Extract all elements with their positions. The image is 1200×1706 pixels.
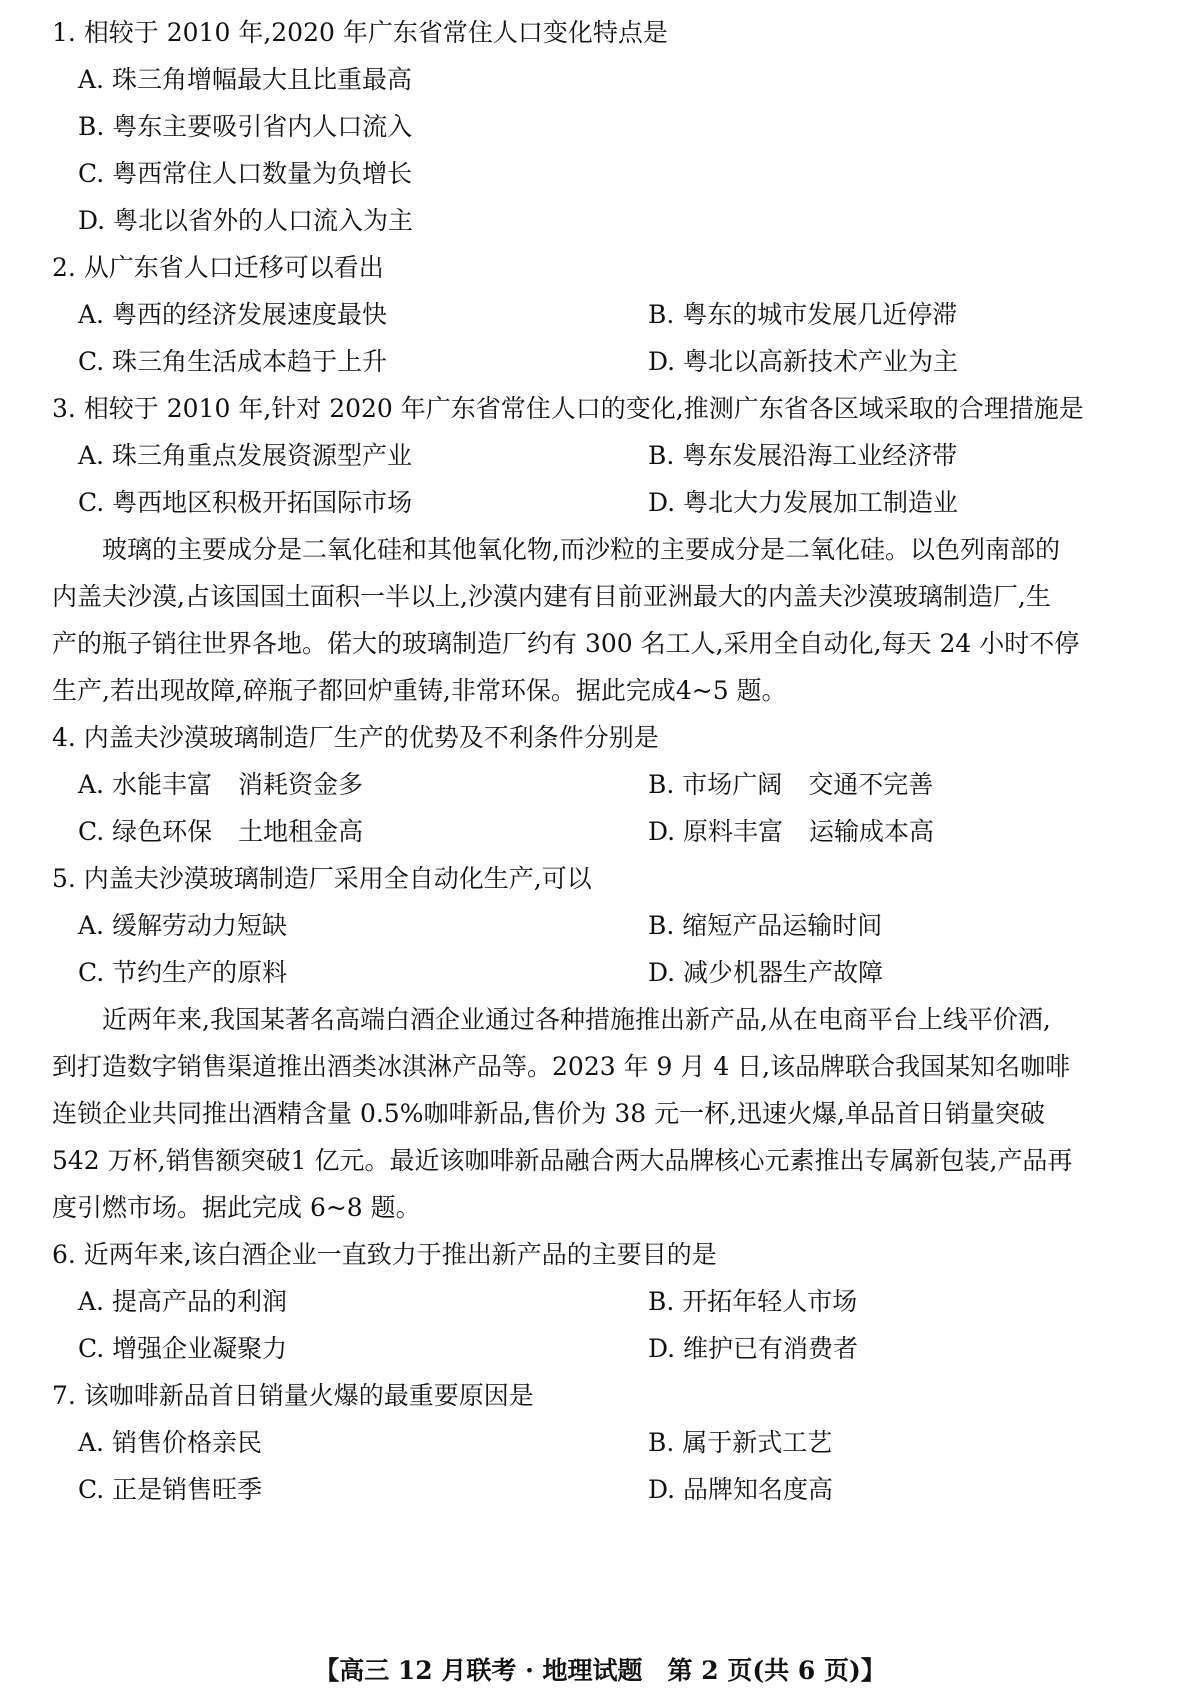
passage-glass-line-2: 内盖夫沙漠,占该国国土面积一半以上,沙漠内建有目前亚洲最大的内盖夫沙漠玻璃制造厂,生 [52,582,1051,611]
question-1-option-d: D. 粤北以省外的人口流入为主 [78,206,414,235]
question-1-option-c: C. 粤西常住人口数量为负增长 [78,159,413,188]
passage-liquor-line-4: 542 万杯,销售额突破1 亿元。最近该咖啡新品融合两大品牌核心元素推出专属新包装,产品再 [52,1146,1073,1175]
passage-liquor-line-5: 度引燃市场。据此完成 6~8 题。 [52,1193,421,1222]
question-5-option-a: A. 缓解劳动力短缺 [78,911,287,940]
question-2-option-c: C. 珠三角生活成本趋于上升 [78,347,388,376]
question-5-option-d: D. 减少机器生产故障 [648,958,884,987]
question-1-stem: 1. 相较于 2010 年,2020 年广东省常住人口变化特点是 [52,18,668,47]
question-3-stem: 3. 相较于 2010 年,针对 2020 年广东省常住人口的变化,推测广东省各区域采取的合理措施是 [52,394,1084,423]
question-4-option-b-disadvantage: 交通不完善 [808,770,934,799]
question-2-stem: 2. 从广东省人口迁移可以看出 [52,253,384,282]
question-6-option-d: D. 维护已有消费者 [648,1334,859,1363]
question-3-option-c: C. 粤西地区积极开拓国际市场 [78,488,413,517]
question-5-stem: 5. 内盖夫沙漠玻璃制造厂采用全自动化生产,可以 [52,864,592,893]
question-6-stem: 6. 近两年来,该白酒企业一直致力于推出新产品的主要目的是 [52,1240,717,1269]
question-7-option-b: B. 属于新式工艺 [648,1428,833,1457]
question-3-option-b: B. 粤东发展沿海工业经济带 [648,441,958,470]
passage-liquor-line-2: 到打造数字销售渠道推出酒类冰淇淋产品等。2023 年 9 月 4 日,该品牌联合我国某知名咖啡 [52,1052,1071,1081]
question-6-option-b: B. 开拓年轻人市场 [648,1287,858,1316]
question-4-option-a-advantage: A. 水能丰富 [78,770,212,799]
question-5-option-b: B. 缩短产品运输时间 [648,911,883,940]
question-4-option-d [648,816,934,848]
question-7-option-a: A. 销售价格亲民 [78,1428,262,1457]
question-4-option-d-disadvantage: 运输成本高 [809,817,935,846]
question-3-option-d: D. 粤北大力发展加工制造业 [648,488,959,517]
passage-glass-line-1: 玻璃的主要成分是二氧化硅和其他氧化物,而沙粒的主要成分是二氧化硅。以色列南部的 [102,535,1060,564]
question-4-option-a [78,769,363,801]
question-2-option-b: B. 粤东的城市发展几近停滞 [648,300,958,329]
passage-liquor-line-1: 近两年来,我国某著名高端白酒企业通过各种措施推出新产品,从在电商平台上线平价酒, [102,1005,1051,1034]
question-4-option-a-disadvantage: 消耗资金多 [237,770,363,799]
question-4-option-b-advantage: B. 市场广阔 [648,770,783,799]
question-1-option-b: B. 粤东主要吸引省内人口流入 [78,112,413,141]
question-4-option-c-advantage: C. 绿色环保 [78,817,213,846]
question-1-option-a: A. 珠三角增幅最大且比重最高 [78,65,412,94]
passage-glass-line-3: 产的瓶子销往世界各地。偌大的玻璃制造厂约有 300 名工人,采用全自动化,每天 24 小时不停 [52,629,1080,658]
question-6-option-a: A. 提高产品的利润 [78,1287,287,1316]
question-7-option-c: C. 正是销售旺季 [78,1475,263,1504]
question-4-stem: 4. 内盖夫沙漠玻璃制造厂生产的优势及不利条件分别是 [52,723,659,752]
question-2-option-a: A. 粤西的经济发展速度最快 [78,300,387,329]
question-2-option-d: D. 粤北以高新技术产业为主 [648,347,959,376]
page-footer: 【高三 12 月联考 · 地理试题 第 2 页(共 6 页)】 [314,1656,886,1685]
question-4-option-b [648,769,933,801]
question-7-option-d: D. 品牌知名度高 [648,1475,834,1504]
question-7-stem: 7. 该咖啡新品首日销量火爆的最重要原因是 [52,1381,534,1410]
question-4-option-c [78,816,363,848]
question-5-option-c: C. 节约生产的原料 [78,958,288,987]
passage-glass-line-4: 生产,若出现故障,碎瓶子都回炉重铸,非常环保。据此完成4~5 题。 [52,676,787,705]
question-6-option-c: C. 增强企业凝聚力 [78,1334,288,1363]
question-4-option-d-advantage: D. 原料丰富 [648,817,784,846]
question-3-option-a: A. 珠三角重点发展资源型产业 [78,441,412,470]
question-4-option-c-disadvantage: 土地租金高 [238,817,364,846]
passage-liquor-line-3: 连锁企业共同推出酒精含量 0.5%咖啡新品,售价为 38 元一杯,迅速火爆,单品首日销量突破 [52,1099,1046,1128]
